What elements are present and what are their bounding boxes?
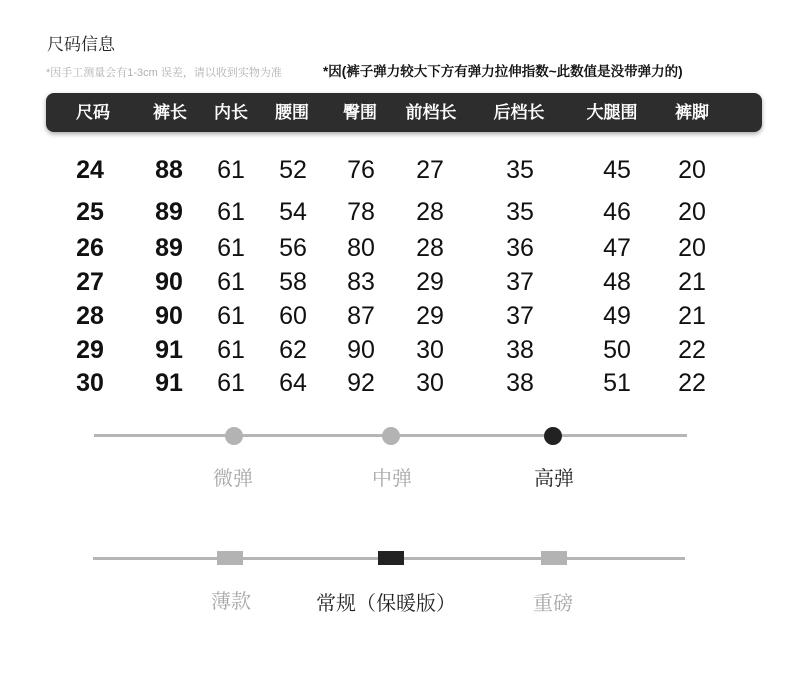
elasticity-marker	[382, 427, 400, 445]
cell-thigh: 45	[603, 156, 631, 184]
cell-hip: 92	[347, 369, 375, 397]
cell-waist: 62	[279, 336, 307, 364]
measurement-note: *因手工测量会有1-3cm 误差，请以收到实物为准	[46, 67, 282, 79]
page-title: 尺码信息	[47, 35, 115, 54]
cell-pants-length: 89	[155, 234, 183, 262]
cell-pants-length: 88	[155, 156, 183, 184]
cell-pants-length: 90	[155, 302, 183, 330]
header-hip: 臀围	[343, 103, 377, 122]
cell-waist: 54	[279, 198, 307, 226]
cell-front-rise: 28	[416, 198, 444, 226]
elasticity-label: 微弹	[213, 466, 253, 490]
cell-back-rise: 35	[506, 198, 534, 226]
cell-inseam: 61	[217, 302, 245, 330]
cell-hip: 90	[347, 336, 375, 364]
thickness-label: 常规（保暖版）	[316, 591, 456, 615]
cell-hip: 78	[347, 198, 375, 226]
thickness-label: 薄款	[211, 589, 251, 613]
cell-leg-opening: 22	[678, 336, 706, 364]
cell-size: 29	[76, 336, 104, 364]
cell-size: 26	[76, 234, 104, 262]
cell-leg-opening: 20	[678, 198, 706, 226]
cell-front-rise: 28	[416, 234, 444, 262]
cell-thigh: 49	[603, 302, 631, 330]
cell-pants-length: 89	[155, 198, 183, 226]
cell-waist: 60	[279, 302, 307, 330]
cell-hip: 87	[347, 302, 375, 330]
thickness-marker	[541, 551, 567, 565]
cell-front-rise: 30	[416, 336, 444, 364]
cell-size: 30	[76, 369, 104, 397]
cell-waist: 58	[279, 268, 307, 296]
header-front-rise: 前档长	[405, 103, 457, 122]
cell-inseam: 61	[217, 336, 245, 364]
elasticity-label: 高弹	[534, 466, 574, 490]
elasticity-label: 中弹	[372, 466, 412, 490]
header-back-rise: 后档长	[493, 103, 545, 122]
cell-inseam: 61	[217, 268, 245, 296]
cell-pants-length: 91	[155, 369, 183, 397]
cell-waist: 64	[279, 369, 307, 397]
elasticity-marker	[225, 427, 243, 445]
header-thigh: 大腿围	[586, 103, 638, 122]
cell-waist: 52	[279, 156, 307, 184]
cell-inseam: 61	[217, 156, 245, 184]
cell-size: 27	[76, 268, 104, 296]
cell-back-rise: 35	[506, 156, 534, 184]
cell-front-rise: 29	[416, 302, 444, 330]
elasticity-marker	[544, 427, 562, 445]
cell-pants-length: 90	[155, 268, 183, 296]
cell-thigh: 48	[603, 268, 631, 296]
cell-pants-length: 91	[155, 336, 183, 364]
cell-back-rise: 36	[506, 234, 534, 262]
cell-thigh: 50	[603, 336, 631, 364]
cell-back-rise: 37	[506, 302, 534, 330]
thickness-marker	[378, 551, 404, 565]
thickness-marker	[217, 551, 243, 565]
cell-front-rise: 29	[416, 268, 444, 296]
cell-waist: 56	[279, 234, 307, 262]
cell-leg-opening: 21	[678, 268, 706, 296]
cell-size: 24	[76, 156, 104, 184]
cell-back-rise: 38	[506, 336, 534, 364]
cell-back-rise: 38	[506, 369, 534, 397]
cell-back-rise: 37	[506, 268, 534, 296]
cell-hip: 80	[347, 234, 375, 262]
cell-thigh: 46	[603, 198, 631, 226]
cell-hip: 76	[347, 156, 375, 184]
header-leg-opening: 裤脚	[675, 103, 709, 122]
cell-thigh: 51	[603, 369, 631, 397]
header-pants-length: 裤长	[153, 103, 187, 122]
cell-front-rise: 30	[416, 369, 444, 397]
cell-leg-opening: 20	[678, 156, 706, 184]
cell-size: 28	[76, 302, 104, 330]
cell-front-rise: 27	[416, 156, 444, 184]
cell-leg-opening: 21	[678, 302, 706, 330]
header-inseam: 内长	[214, 103, 248, 122]
size-table-header	[46, 93, 762, 132]
cell-inseam: 61	[217, 234, 245, 262]
cell-size: 25	[76, 198, 104, 226]
cell-inseam: 61	[217, 198, 245, 226]
header-waist: 腰围	[275, 103, 309, 122]
cell-leg-opening: 20	[678, 234, 706, 262]
cell-inseam: 61	[217, 369, 245, 397]
elasticity-note: *因(裤子弹力较大下方有弹力拉伸指数~此数值是没带弹力的)	[323, 64, 683, 79]
cell-thigh: 47	[603, 234, 631, 262]
cell-leg-opening: 22	[678, 369, 706, 397]
cell-hip: 83	[347, 268, 375, 296]
thickness-label: 重磅	[533, 591, 573, 615]
header-size: 尺码	[76, 103, 110, 122]
